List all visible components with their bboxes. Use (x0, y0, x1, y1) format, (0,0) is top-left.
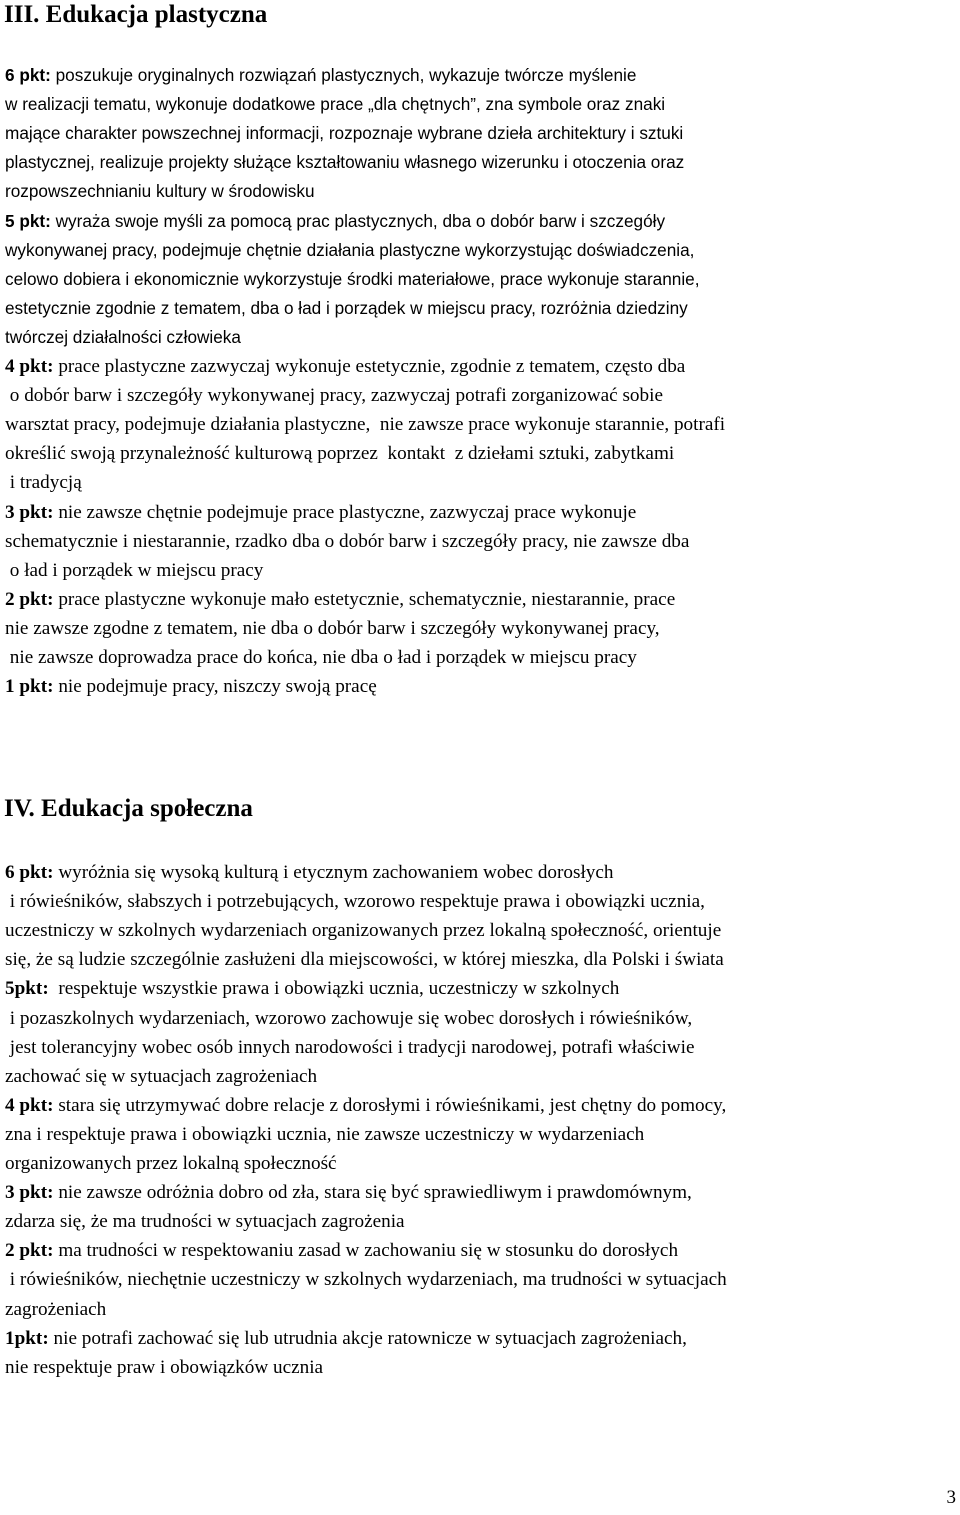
line-text: o ład i porządek w miejscu pracy (5, 559, 264, 581)
text-line (5, 410, 725, 439)
text-line (5, 468, 82, 497)
text-line (5, 527, 689, 556)
text-line (5, 916, 721, 945)
line-text: się, że są ludzie szczególnie zasłużeni dla miejscowości, w której mieszka, dla Polski i świata (5, 949, 724, 971)
line-text: i pozaszkolnych wydarzeniach, wzorowo zachowuje się wobec dorosłych i rówieśników, (5, 1007, 693, 1029)
text-line (5, 61, 636, 90)
line-text: o dobór barw i szczegóły wykonywanej pracy, zazwyczaj potrafi zorganizować sobie (5, 385, 663, 407)
grade-label: 6 pkt: (5, 65, 51, 85)
line-text: respektuje wszystkie prawa i obowiązki ucznia, uczestniczy w szkolnych (48, 978, 620, 1000)
text-line (5, 439, 674, 468)
text-line (5, 1236, 678, 1265)
text-line (5, 1004, 692, 1033)
line-text: warsztat pracy, podejmuje działania plastyczne, nie zawsze prace wykonuje starannie, potrafi (5, 414, 726, 436)
line-text: twórczej działalności człowieka (5, 326, 241, 347)
line-text: i rówieśników, słabszych i potrzebujących, wzorowo respektuje prawa i obowiązki ucznia, (5, 891, 705, 913)
text-line (5, 90, 665, 119)
line-text: prace plastyczne zazwyczaj wykonuje estetycznie, zgodnie z tematem, często dba (53, 356, 686, 377)
text-line (5, 119, 683, 148)
text-line (5, 1033, 695, 1062)
text-line (5, 945, 724, 974)
line-text: plastycznej, realizuje projekty służące kształtowaniu własnego wizerunku i otoczenia oraz (5, 152, 685, 173)
text-line (5, 974, 619, 1003)
text-line (5, 585, 675, 614)
text-line (5, 614, 660, 643)
line-text: prace plastyczne wykonuje mało estetycznie, schematycznie, niestarannie, prace (53, 588, 676, 610)
line-text: nie podejmuje pracy, niszczy swoją pracę (53, 676, 377, 698)
text-line (5, 207, 665, 236)
text-line (5, 858, 614, 887)
text-line (5, 1265, 727, 1294)
text-line (5, 236, 694, 265)
line-text: zna i respektuje prawa i obowiązki ucznia, nie zawsze uczestniczy w wydarzeniach (5, 1123, 645, 1145)
text-line (5, 177, 315, 206)
line-text: wyróżnia się wysoką kulturą i etycznym zachowaniem wobec dorosłych (53, 862, 614, 883)
text-line (5, 556, 263, 585)
text-line (5, 1091, 726, 1120)
line-text: nie zawsze zgodne z tematem, nie dba o dobór barw i szczegóły wykonywanej pracy, (5, 617, 660, 639)
grade-label: 1pkt: (5, 1327, 49, 1349)
text-line (5, 148, 684, 177)
text-line (5, 498, 636, 527)
grade-label: 4 pkt: (5, 356, 54, 377)
line-text: organizowanych przez lokalną społeczność (5, 1153, 337, 1174)
section-title-art: III. Edukacja plastyczna (4, 1, 268, 28)
text-line (5, 1207, 405, 1236)
text-line (5, 643, 637, 672)
text-line (5, 381, 663, 410)
line-text: ma trudności w respektowaniu zasad w zachowaniu się w stosunku do dorosłych (53, 1240, 679, 1262)
line-text: zachować się w sytuacjach zagrożeniach (5, 1065, 318, 1087)
line-text: uczestniczy w szkolnych wydarzeniach organizowanych przez lokalną społeczność, orientuje (5, 920, 722, 942)
line-text: zagrożeniach (5, 1298, 107, 1320)
text-line (5, 323, 241, 352)
line-text: nie zawsze chętnie podejmuje prace plastyczne, zazwyczaj prace wykonuje (53, 501, 637, 523)
line-text: nie zawsze doprowadza prace do końca, nie dba o ład i porządek w miejscu pracy (5, 647, 637, 668)
text-line (5, 1353, 323, 1382)
text-line (5, 1178, 692, 1207)
text-line (5, 294, 688, 323)
text-line (5, 1324, 687, 1353)
line-text: poszukuje oryginalnych rozwiązań plastycznych, wykazuje twórcze myślenie (50, 65, 637, 85)
text-line (5, 1295, 106, 1324)
text-line (5, 672, 377, 701)
line-text: wyraża swoje myśli za pomocą prac plastycznych, dba o dobór barw i szczegóły (50, 210, 666, 231)
line-text: w realizacji tematu, wykonuje dodatkowe prace „dla chętnych”, zna symbole oraz znaki (5, 94, 666, 115)
text-line (5, 1062, 317, 1091)
grade-label: 3 pkt: (5, 1182, 54, 1204)
line-text: nie potrafi zachować się lub utrudnia akcje ratownicze w sytuacjach zagrożeniach, (48, 1327, 687, 1349)
text-line (5, 1120, 644, 1149)
text-line (5, 352, 685, 381)
text-line (5, 265, 700, 294)
grade-label: 1 pkt: (5, 676, 54, 698)
line-text: rozpowszechnianiu kultury w środowisku (5, 181, 315, 202)
grade-label: 2 pkt: (5, 1240, 54, 1262)
line-text: i tradycją (5, 472, 82, 494)
section-title-social: IV. Edukacja społeczna (4, 795, 253, 822)
line-text: schematycznie i niestarannie, rzadko dba o dobór barw i szczegóły pracy, nie zawsze dba (5, 530, 690, 552)
grade-label: 6 pkt: (5, 862, 54, 883)
line-text: mające charakter powszechnej informacji, rozpoznaje wybrane dzieła architektury i sztuki (5, 123, 684, 144)
line-text: zdarza się, że ma trudności w sytuacjach zagrożenia (5, 1211, 405, 1233)
grade-label: 5pkt: (5, 978, 49, 1000)
page-number: 3 (946, 1487, 956, 1508)
line-text: wykonywanej pracy, podejmuje chętnie działania plastyczne wykorzystując doświadczenia, (5, 239, 695, 260)
grade-label: 3 pkt: (5, 501, 54, 523)
line-text: estetycznie zgodnie z tematem, dba o ład i porządek w miejscu pracy, rozróżnia dziedziny (5, 297, 688, 318)
line-text: określić swoją przynależność kulturową poprzez kontakt z dziełami sztuki, zabytkami (5, 443, 675, 465)
grade-label: 5 pkt: (5, 210, 51, 231)
line-text: jest tolerancyjny wobec osób innych narodowości i tradycji narodowej, potrafi właściwie (5, 1036, 695, 1058)
grade-label: 2 pkt: (5, 588, 54, 610)
grade-label: 4 pkt: (5, 1094, 54, 1116)
text-line (5, 1149, 337, 1178)
line-text: i rówieśników, niechętnie uczestniczy w szkolnych wydarzeniach, ma trudności w sytuacjach (5, 1269, 727, 1291)
text-line (5, 887, 705, 916)
line-text: celowo dobiera i ekonomicznie wykorzystuje środki materiałowe, prace wykonuje starannie, (5, 268, 700, 289)
line-text: nie respektuje praw i obowiązków ucznia (5, 1356, 324, 1378)
line-text: stara się utrzymywać dobre relacje z dorosłymi i rówieśnikami, jest chętny do pomocy, (53, 1094, 727, 1116)
line-text: nie zawsze odróżnia dobro od zła, stara się być sprawiedliwym i prawdomównym, (53, 1182, 692, 1204)
